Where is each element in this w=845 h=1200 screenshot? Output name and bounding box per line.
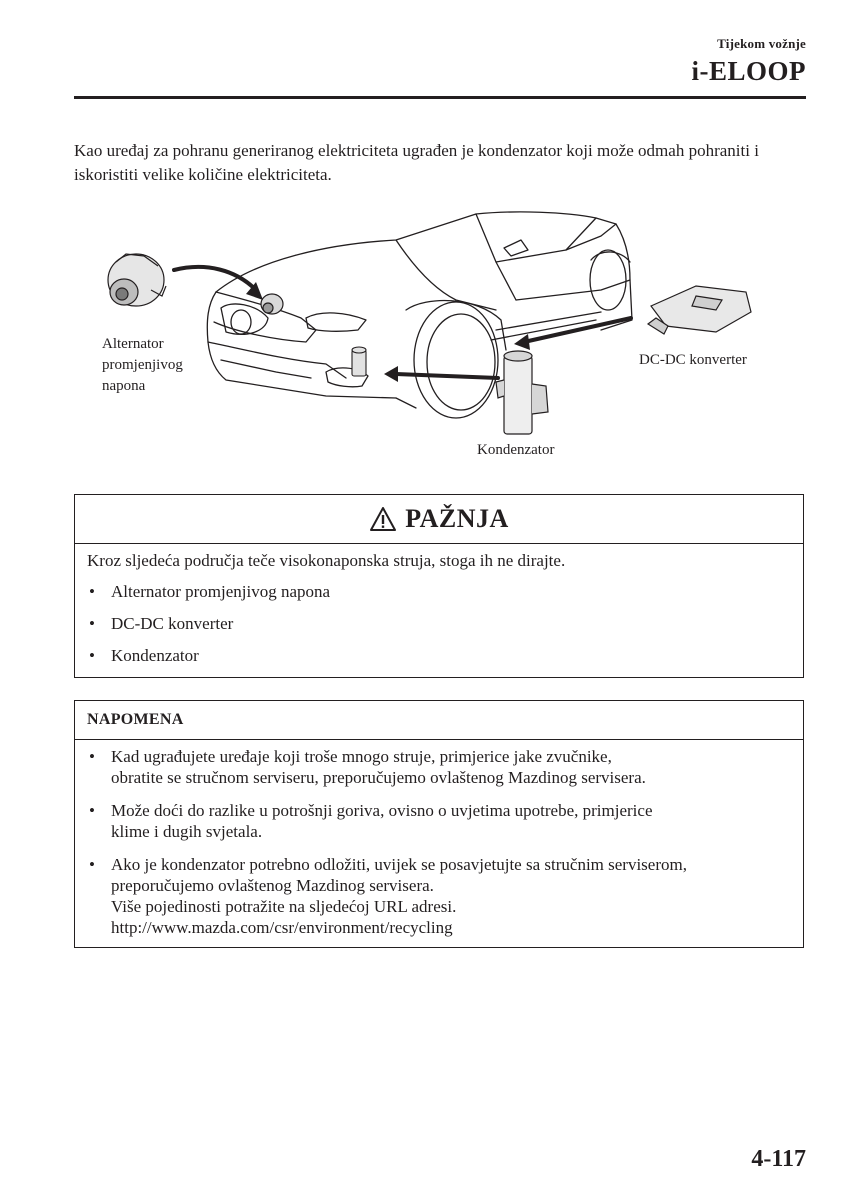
note-body (75, 740, 803, 938)
list-item-line: obratite se stručnom serviseru, preporučujemo ovlaštenog Mazdinog servisera. (111, 768, 646, 787)
note-list (87, 746, 791, 938)
alternator-icon (108, 254, 166, 306)
list-item-line: Kad ugrađujete uređaje koji troše mnogo struje, primjerice jake zvučnike, (111, 747, 612, 766)
intro-paragraph: Kao uređaj za pohranu generiranog elektriciteta ugrađen je kondenzator koji može odmah pohraniti i iskoristiti velike količine elektriciteta. (74, 141, 759, 184)
list-item-text: Kondenzator (111, 646, 199, 665)
list-item-line: Ako je kondenzator potrebno odložiti, uvijek se posavjetujte sa stručnim serviserom, (111, 855, 687, 874)
page-number: 4-117 (751, 1146, 806, 1172)
caution-list (87, 581, 791, 667)
warning-triangle-icon (369, 506, 397, 532)
caution-title: PAŽNJA (405, 504, 509, 533)
list-item-line: klime i dugih svjetala. (111, 822, 263, 841)
list-item-line: Više pojedinosti potražite na sljedećoj URL adresi. (111, 897, 457, 916)
caution-body (75, 544, 803, 667)
capacitor-icon (496, 351, 548, 434)
section-label: Tijekom vožnje (717, 36, 806, 51)
list-item (87, 645, 791, 667)
bullet-icon: • (89, 614, 95, 633)
bullet-icon: • (89, 855, 95, 874)
label-alternator-line: promjenjivog (102, 357, 183, 373)
title-rule (74, 96, 806, 99)
list-item (87, 854, 791, 938)
label-kondenzator: Kondenzator (477, 442, 555, 458)
list-item-text: Alternator promjenjivog napona (111, 582, 331, 601)
bullet-icon: • (89, 582, 95, 601)
list-item-line: Može doći do razlike u potrošnji goriva, ovisno o uvjetima upotrebe, primjerice (111, 801, 653, 820)
list-item (87, 581, 791, 603)
bullet-icon: • (89, 747, 95, 766)
note-header: NAPOMENA (75, 701, 803, 740)
caution-box (74, 494, 804, 678)
label-alternator (102, 334, 222, 397)
url-text: http://www.mazda.com/csr/environment/recycling (111, 918, 453, 937)
list-item (87, 746, 791, 788)
label-alternator-line: napona (102, 378, 146, 394)
bullet-icon: • (89, 646, 95, 665)
note-box (74, 700, 804, 948)
dcdc-converter-icon (648, 286, 751, 334)
caution-text: Kroz sljedeća područja teče visokonaponska struja, stoga ih ne dirajte. (87, 551, 566, 570)
list-item (87, 800, 791, 842)
caution-header (75, 495, 803, 544)
label-alternator-line: Alternator (102, 336, 164, 352)
list-item-line: preporučujemo ovlaštenog Mazdinog servisera. (111, 876, 434, 895)
list-item-text: DC-DC konverter (111, 614, 234, 633)
bullet-icon: • (89, 801, 95, 820)
page-title: i-ELOOP (691, 56, 806, 86)
label-dcdc-converter: DC-DC konverter (639, 352, 747, 368)
list-item (87, 613, 791, 635)
